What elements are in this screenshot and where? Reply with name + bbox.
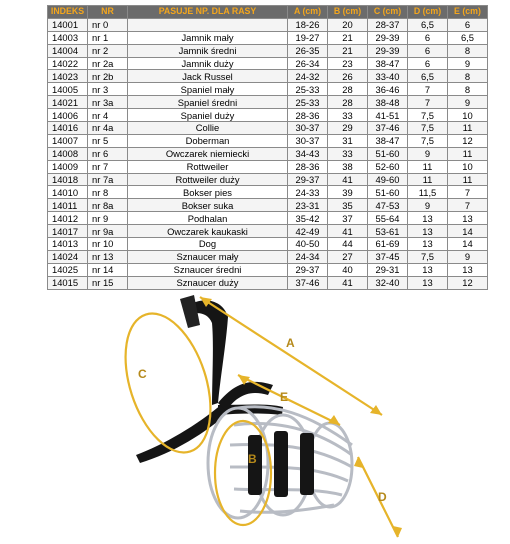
table-cell: 28 (328, 96, 368, 109)
table-cell: 35 (328, 199, 368, 212)
table-cell: 14007 (48, 134, 88, 147)
table-cell: 7,5 (408, 134, 448, 147)
table-cell: Spaniel duży (128, 109, 288, 122)
table-cell: 10 (448, 109, 488, 122)
table-cell: 30-37 (288, 122, 328, 135)
table-row (48, 134, 488, 147)
table-cell: nr 4a (88, 122, 128, 135)
table-cell: 7,5 (408, 250, 448, 263)
table-cell: Owczarek kaukaski (128, 225, 288, 238)
table-row (48, 160, 488, 173)
table-cell: 24-32 (288, 70, 328, 83)
table-cell: Owczarek niemiecki (128, 147, 288, 160)
table-cell: 41-51 (368, 109, 408, 122)
table-cell: 6,5 (448, 31, 488, 44)
table-cell: nr 4 (88, 109, 128, 122)
table-body (48, 18, 488, 289)
table-cell: 9 (448, 57, 488, 70)
strap-buckle (180, 295, 200, 328)
muzzle-illustration (108, 285, 408, 540)
table-row (48, 96, 488, 109)
table-cell: 21 (328, 44, 368, 57)
table-cell: 51-60 (368, 147, 408, 160)
table-cell: 14013 (48, 238, 88, 251)
table-cell: 40 (328, 263, 368, 276)
label-d: D (378, 490, 387, 504)
table-cell: 14004 (48, 44, 88, 57)
table-row (48, 83, 488, 96)
table-cell: Collie (128, 122, 288, 135)
column-header: E (cm) (448, 6, 488, 19)
table-cell: 42-49 (288, 225, 328, 238)
table-cell: nr 6 (88, 147, 128, 160)
label-c: C (138, 367, 147, 381)
table-cell: 7 (408, 96, 448, 109)
table-cell: 14005 (48, 83, 88, 96)
table-header-row (48, 6, 488, 19)
table-cell: 6,5 (408, 70, 448, 83)
basket-grille (248, 431, 314, 497)
label-e: E (280, 390, 289, 404)
table-cell: 34-43 (288, 147, 328, 160)
label-a: A (286, 336, 295, 350)
table-cell: 28-36 (288, 109, 328, 122)
table-cell: nr 14 (88, 263, 128, 276)
table-cell: 37-45 (368, 250, 408, 263)
table-cell: Sznaucer duży (128, 276, 288, 289)
table-cell: 37 (328, 212, 368, 225)
table-cell: 14018 (48, 173, 88, 186)
table-cell: 41 (328, 173, 368, 186)
table-cell: 28-37 (368, 18, 408, 31)
table-cell: 9 (408, 147, 448, 160)
table-cell: 24-34 (288, 250, 328, 263)
table-cell: 35-42 (288, 212, 328, 225)
column-header: NR (88, 6, 128, 19)
table-cell: 39 (328, 186, 368, 199)
table-cell: nr 8a (88, 199, 128, 212)
table-cell: 14 (448, 225, 488, 238)
table-cell: 20 (328, 18, 368, 31)
table-cell: 14011 (48, 199, 88, 212)
table-cell: 49-60 (368, 173, 408, 186)
table-cell: nr 1 (88, 31, 128, 44)
table-cell: nr 8 (88, 186, 128, 199)
table-cell: 40-50 (288, 238, 328, 251)
table-cell: Spaniel średni (128, 96, 288, 109)
table-cell: 29-39 (368, 44, 408, 57)
table-row (48, 31, 488, 44)
table-cell: nr 7a (88, 173, 128, 186)
column-header: PASUJE NP. DLA RASY (128, 6, 288, 19)
table-row (48, 109, 488, 122)
table-cell: 13 (408, 212, 448, 225)
table-cell: 14024 (48, 250, 88, 263)
table-cell: 13 (408, 276, 448, 289)
table-cell: 19-27 (288, 31, 328, 44)
circumference-c (110, 303, 227, 463)
table-cell: 21 (328, 31, 368, 44)
table-cell: 26 (328, 70, 368, 83)
table-cell: Doberman (128, 134, 288, 147)
table-cell: 29-31 (368, 263, 408, 276)
table-cell: 27 (328, 250, 368, 263)
table-cell: 6 (408, 57, 448, 70)
table-cell: 11 (448, 173, 488, 186)
circumference-b (215, 421, 271, 525)
table-cell: 47-53 (368, 199, 408, 212)
table-cell: 28 (328, 83, 368, 96)
table-cell: Spaniel mały (128, 83, 288, 96)
table-cell: 11 (408, 173, 448, 186)
table-row (48, 122, 488, 135)
table-cell: Podhalan (128, 212, 288, 225)
table-cell: 38 (328, 160, 368, 173)
table-cell: Rottweiler duży (128, 173, 288, 186)
table-row (48, 212, 488, 225)
table-cell: Jamnik mały (128, 31, 288, 44)
table-cell: 14025 (48, 263, 88, 276)
table-cell: 14003 (48, 31, 88, 44)
column-header: INDEKS (48, 6, 88, 19)
table-cell: Sznaucer mały (128, 250, 288, 263)
table-cell: 38-47 (368, 134, 408, 147)
table-cell: 14010 (48, 186, 88, 199)
table-cell: 29-39 (368, 31, 408, 44)
table-cell: 29-37 (288, 173, 328, 186)
size-table (47, 5, 488, 290)
table-cell: 12 (448, 276, 488, 289)
table-cell: 28-36 (288, 160, 328, 173)
table-cell: 7,5 (408, 109, 448, 122)
table-cell: 37-46 (288, 276, 328, 289)
table-cell: 14008 (48, 147, 88, 160)
table-cell: 13 (408, 225, 448, 238)
table-row (48, 18, 488, 31)
table-cell: 8 (448, 44, 488, 57)
table-cell: 9 (408, 199, 448, 212)
table-cell: 8 (448, 70, 488, 83)
table-cell: 33-40 (368, 70, 408, 83)
table-cell: Sznaucer średni (128, 263, 288, 276)
table-cell: 14016 (48, 122, 88, 135)
table-cell: nr 10 (88, 238, 128, 251)
table-cell: 26-34 (288, 57, 328, 70)
table-row (48, 70, 488, 83)
table-cell: 13 (408, 263, 448, 276)
table-cell: 25-33 (288, 83, 328, 96)
column-header: A (cm) (288, 6, 328, 19)
table-cell: 37-46 (368, 122, 408, 135)
table-cell: 33 (328, 147, 368, 160)
column-header: D (cm) (408, 6, 448, 19)
table-cell: 38-47 (368, 57, 408, 70)
table-cell: 44 (328, 238, 368, 251)
table-cell: 6 (448, 18, 488, 31)
table-row (48, 250, 488, 263)
table-row (48, 44, 488, 57)
table-row (48, 238, 488, 251)
table-cell: nr 3 (88, 83, 128, 96)
table-cell: 38-48 (368, 96, 408, 109)
table-cell: 26-35 (288, 44, 328, 57)
table-cell: 6 (408, 31, 448, 44)
table-cell: 18-26 (288, 18, 328, 31)
table-cell: 14 (448, 238, 488, 251)
table-cell: 14021 (48, 96, 88, 109)
table-cell: 6,5 (408, 18, 448, 31)
table-cell: 24-33 (288, 186, 328, 199)
table-cell: 41 (328, 276, 368, 289)
table-cell: Rottweiler (128, 160, 288, 173)
table-cell: 14012 (48, 212, 88, 225)
table-cell: 13 (448, 212, 488, 225)
table-cell: 14023 (48, 70, 88, 83)
table-row (48, 147, 488, 160)
table-cell: 32-40 (368, 276, 408, 289)
table-cell: 7 (448, 199, 488, 212)
table-cell: 7 (448, 186, 488, 199)
table-cell: 9 (448, 96, 488, 109)
table-cell: nr 15 (88, 276, 128, 289)
table-cell: nr 2a (88, 57, 128, 70)
table-row (48, 225, 488, 238)
table-cell: 29 (328, 122, 368, 135)
table-cell: 11 (448, 122, 488, 135)
table-cell: 7,5 (408, 122, 448, 135)
table-cell: 12 (448, 134, 488, 147)
table-cell: Jack Russel (128, 70, 288, 83)
table-row (48, 199, 488, 212)
table-cell: 36-46 (368, 83, 408, 96)
table-cell: 51-60 (368, 186, 408, 199)
table-cell: 14017 (48, 225, 88, 238)
table-cell (128, 18, 288, 31)
table-cell: 30-37 (288, 134, 328, 147)
table-cell: 9 (448, 250, 488, 263)
table-cell: nr 13 (88, 250, 128, 263)
table-cell: 53-61 (368, 225, 408, 238)
table-cell: 55-64 (368, 212, 408, 225)
table-cell: 33 (328, 109, 368, 122)
table-cell: 29-37 (288, 263, 328, 276)
table-row (48, 263, 488, 276)
table-cell: 10 (448, 160, 488, 173)
table-cell: 61-69 (368, 238, 408, 251)
table-cell: Bokser suka (128, 199, 288, 212)
table-cell: 11,5 (408, 186, 448, 199)
table-cell: Dog (128, 238, 288, 251)
table-cell: Jamnik średni (128, 44, 288, 57)
table-cell: nr 7 (88, 160, 128, 173)
table-cell: 14001 (48, 18, 88, 31)
table-cell: 52-60 (368, 160, 408, 173)
table-cell: 14006 (48, 109, 88, 122)
table-cell: Jamnik duży (128, 57, 288, 70)
table-cell: 6 (408, 44, 448, 57)
table-cell: 23-31 (288, 199, 328, 212)
table-cell: 25-33 (288, 96, 328, 109)
table-cell: 31 (328, 134, 368, 147)
table-cell: 8 (448, 83, 488, 96)
table-cell: 13 (448, 263, 488, 276)
table-cell: nr 3a (88, 96, 128, 109)
column-header: C (cm) (368, 6, 408, 19)
table-cell: nr 5 (88, 134, 128, 147)
table-cell: Bokser pies (128, 186, 288, 199)
table-cell: 41 (328, 225, 368, 238)
table-cell: 13 (408, 238, 448, 251)
table-cell: nr 0 (88, 18, 128, 31)
table-row (48, 173, 488, 186)
table-cell: 14009 (48, 160, 88, 173)
table-cell: nr 9a (88, 225, 128, 238)
table-cell: 23 (328, 57, 368, 70)
table-cell: nr 2b (88, 70, 128, 83)
table-cell: 14022 (48, 57, 88, 70)
label-b: B (248, 452, 257, 466)
table-cell: nr 2 (88, 44, 128, 57)
table-cell: 14015 (48, 276, 88, 289)
table-row (48, 186, 488, 199)
table-cell: nr 9 (88, 212, 128, 225)
table-row (48, 57, 488, 70)
table-cell: 11 (448, 147, 488, 160)
table-cell: 11 (408, 160, 448, 173)
table-cell: 7 (408, 83, 448, 96)
column-header: B (cm) (328, 6, 368, 19)
